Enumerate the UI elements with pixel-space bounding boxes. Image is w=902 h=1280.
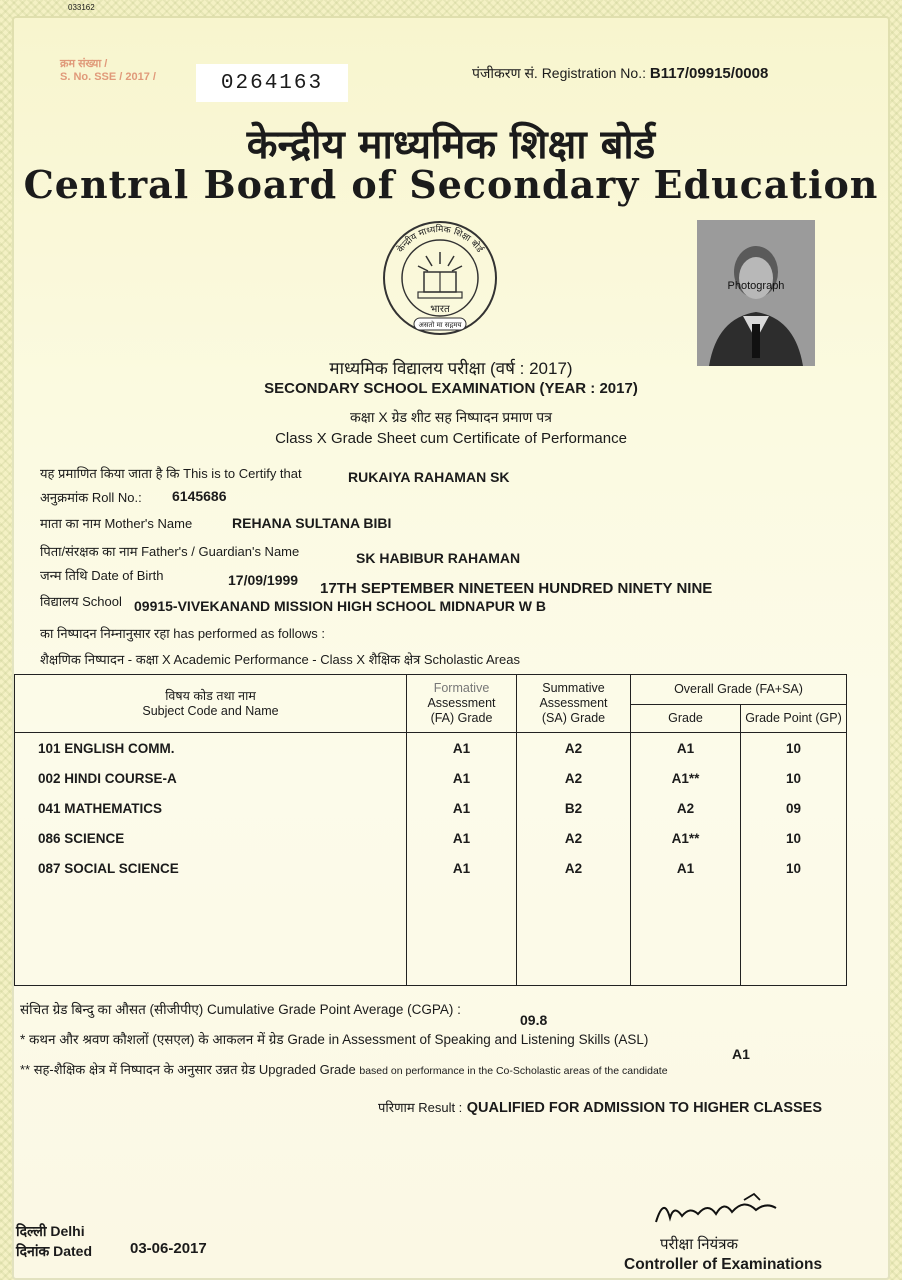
- seal-motto: असतो मा सद्गमय: [418, 321, 462, 329]
- header-sa-line2: Assessment: [539, 696, 608, 710]
- header-fa-line2: Assessment: [427, 696, 496, 710]
- header-fa-line3: (FA) Grade: [430, 711, 493, 725]
- registration-number: B117/09915/0008: [649, 65, 769, 82]
- serial-label: [60, 58, 156, 84]
- header-subject: [15, 675, 407, 733]
- place-label: दिल्ली Delhi: [16, 1223, 85, 1239]
- grades-table: [14, 674, 847, 986]
- academic-label: शैक्षणिक निष्पादन - कक्षा X Academic Performance - Class X शैक्षिक क्षेत्र Scholastic Areas: [40, 652, 520, 667]
- header-grade: Grade: [631, 705, 741, 733]
- dob-label: जन्म तिथि Date of Birth: [40, 568, 164, 583]
- school-label: विद्यालय School: [40, 594, 122, 609]
- table-row-fa: A1: [452, 771, 471, 786]
- table-row-fa: A1: [452, 861, 471, 876]
- school-name: 09915-VIVEKANAND MISSION HIGH SCHOOL MIDNAPUR W B: [134, 598, 547, 614]
- sa-cell: [517, 733, 631, 986]
- father-name: SK HABIBUR RAHAMAN: [356, 550, 521, 566]
- header-fa: [407, 675, 517, 733]
- controller-title-hindi: परीक्षा नियंत्रक: [660, 1236, 739, 1253]
- table-row-fa: A1: [452, 741, 471, 756]
- upgraded-note: [20, 1060, 668, 1078]
- serial-label-english: S. No. SSE / 2017 /: [60, 71, 156, 83]
- table-row-sa: A2: [564, 861, 583, 876]
- table-row-gp: 10: [785, 741, 802, 756]
- subjects-cell: [15, 733, 407, 986]
- dated-label: दिनांक Dated: [16, 1243, 92, 1259]
- gp-cell: [741, 733, 847, 986]
- header-fa-line1: Formative: [433, 681, 490, 695]
- result: [378, 1098, 822, 1117]
- svg-text:केन्द्रीय माध्यमिक शिक्षा बोर्: [394, 223, 486, 255]
- table-row-sa: A2: [564, 831, 583, 846]
- father-label: पिता/संरक्षक का नाम Father's / Guardian's Name: [40, 544, 300, 559]
- dob-words: 17TH SEPTEMBER NINETEEN HUNDRED NINETY NINE: [320, 580, 713, 597]
- header-sa: [517, 675, 631, 733]
- table-row-fa: A1: [452, 801, 471, 816]
- table-row-gp: 10: [785, 771, 802, 786]
- mother-label: माता का नाम Mother's Name: [40, 516, 193, 531]
- header-gp: Grade Point (GP): [741, 705, 847, 733]
- table-row-grade: A1: [676, 741, 695, 756]
- table-row-subject: 002 HINDI COURSE-A: [38, 771, 177, 786]
- certificate-title-english: Class X Grade Sheet cum Certificate of Performance: [275, 430, 627, 447]
- table-row-subject: 041 MATHEMATICS: [38, 801, 163, 816]
- registration: [472, 64, 768, 83]
- registration-label: पंजीकरण सं. Registration No.:: [472, 65, 646, 81]
- roll-label: अनुक्रमांक Roll No.:: [40, 490, 142, 505]
- roll-number: 6145686: [172, 488, 227, 504]
- performed-label: का निष्पादन निम्नानुसार रहा has performed as follows :: [40, 626, 325, 641]
- mother-name: REHANA SULTANA BIBI: [232, 515, 392, 531]
- photo-label: Photograph: [727, 280, 785, 292]
- table-row-fa: A1: [452, 831, 471, 846]
- table-row-gp: 09: [785, 801, 802, 816]
- table-row-grade: A1**: [671, 771, 700, 786]
- table-row-grade: A1: [676, 861, 695, 876]
- document-id: 033162: [68, 3, 95, 12]
- table-row-subject: 086 SCIENCE: [38, 831, 125, 846]
- grade-cell: [631, 733, 741, 986]
- exam-title-english: SECONDARY SCHOOL EXAMINATION (YEAR : 2017): [264, 380, 638, 397]
- table-row-sa: A2: [564, 741, 583, 756]
- table-row-grade: A2: [676, 801, 695, 816]
- fa-cell: [407, 733, 517, 986]
- controller-signature: [652, 1192, 782, 1228]
- dob-value: 17/09/1999: [228, 572, 299, 588]
- cgpa-label: संचित ग्रेड बिन्दु का औसत (सीजीपीए) Cumulative Grade Point Average (CGPA) :: [20, 1002, 461, 1017]
- result-label: परिणाम Result :: [378, 1100, 463, 1115]
- cgpa-value: 09.8: [520, 1012, 548, 1028]
- board-name-hindi: केन्द्रीय माध्यमिक शिक्षा बोर्ड: [246, 121, 656, 168]
- serial-label-hindi: क्रम संख्या /: [60, 58, 108, 70]
- table-row-grade: A1**: [671, 831, 700, 846]
- asl-value: A1: [732, 1046, 750, 1062]
- asl-label: * कथन और श्रवण कौशलों (एसएल) के आकलन में ग्रेड Grade in Assessment of Speaking and Listening Skills (ASL): [20, 1032, 649, 1047]
- header-overall: Overall Grade (FA+SA): [631, 675, 847, 705]
- table-row-sa: B2: [564, 801, 583, 816]
- table-row-subject: 087 SOCIAL SCIENCE: [38, 861, 179, 876]
- upgraded-note-small: based on performance in the Co-Scholastic areas of the candidate: [359, 1065, 668, 1077]
- cbse-seal-icon: [380, 218, 500, 338]
- board-name-english: Central Board of Secondary Education: [23, 162, 879, 207]
- seal-bottom-text: भारत: [430, 304, 450, 315]
- table-row-gp: 10: [785, 831, 802, 846]
- issue-date: 03-06-2017: [130, 1240, 207, 1257]
- table-row-sa: A2: [564, 771, 583, 786]
- table-row-subject: 101 ENGLISH COMM.: [38, 741, 175, 756]
- certificate-title-hindi: कक्षा X ग्रेड शीट सह निष्पादन प्रमाण पत्र: [350, 409, 552, 425]
- header-sa-line3: (SA) Grade: [541, 711, 606, 725]
- upgraded-note-label: ** सह-शैक्षिक क्षेत्र में निष्पादन के अनुसार उन्नत ग्रेड Upgraded Grade: [20, 1062, 356, 1077]
- certify-label: यह प्रमाणित किया जाता है कि This is to Certify that: [40, 466, 302, 481]
- student-photograph: [697, 220, 815, 366]
- serial-number: 0264163: [196, 64, 348, 102]
- table-row-gp: 10: [785, 861, 802, 876]
- header-subject-english: Subject Code and Name: [142, 703, 279, 718]
- header-subject-hindi: विषय कोड तथा नाम: [165, 688, 256, 703]
- result-value: QUALIFIED FOR ADMISSION TO HIGHER CLASSES: [466, 1100, 823, 1116]
- controller-title-english: Controller of Examinations: [624, 1256, 823, 1273]
- seal-top-text: केन्द्रीय माध्यमिक शिक्षा बोर्ड: [395, 224, 485, 255]
- header-sa-line1: Summative: [542, 681, 605, 695]
- student-name: RUKAIYA RAHAMAN SK: [348, 469, 510, 485]
- exam-title-hindi: माध्यमिक विद्यालय परीक्षा (वर्ष : 2017): [329, 359, 573, 378]
